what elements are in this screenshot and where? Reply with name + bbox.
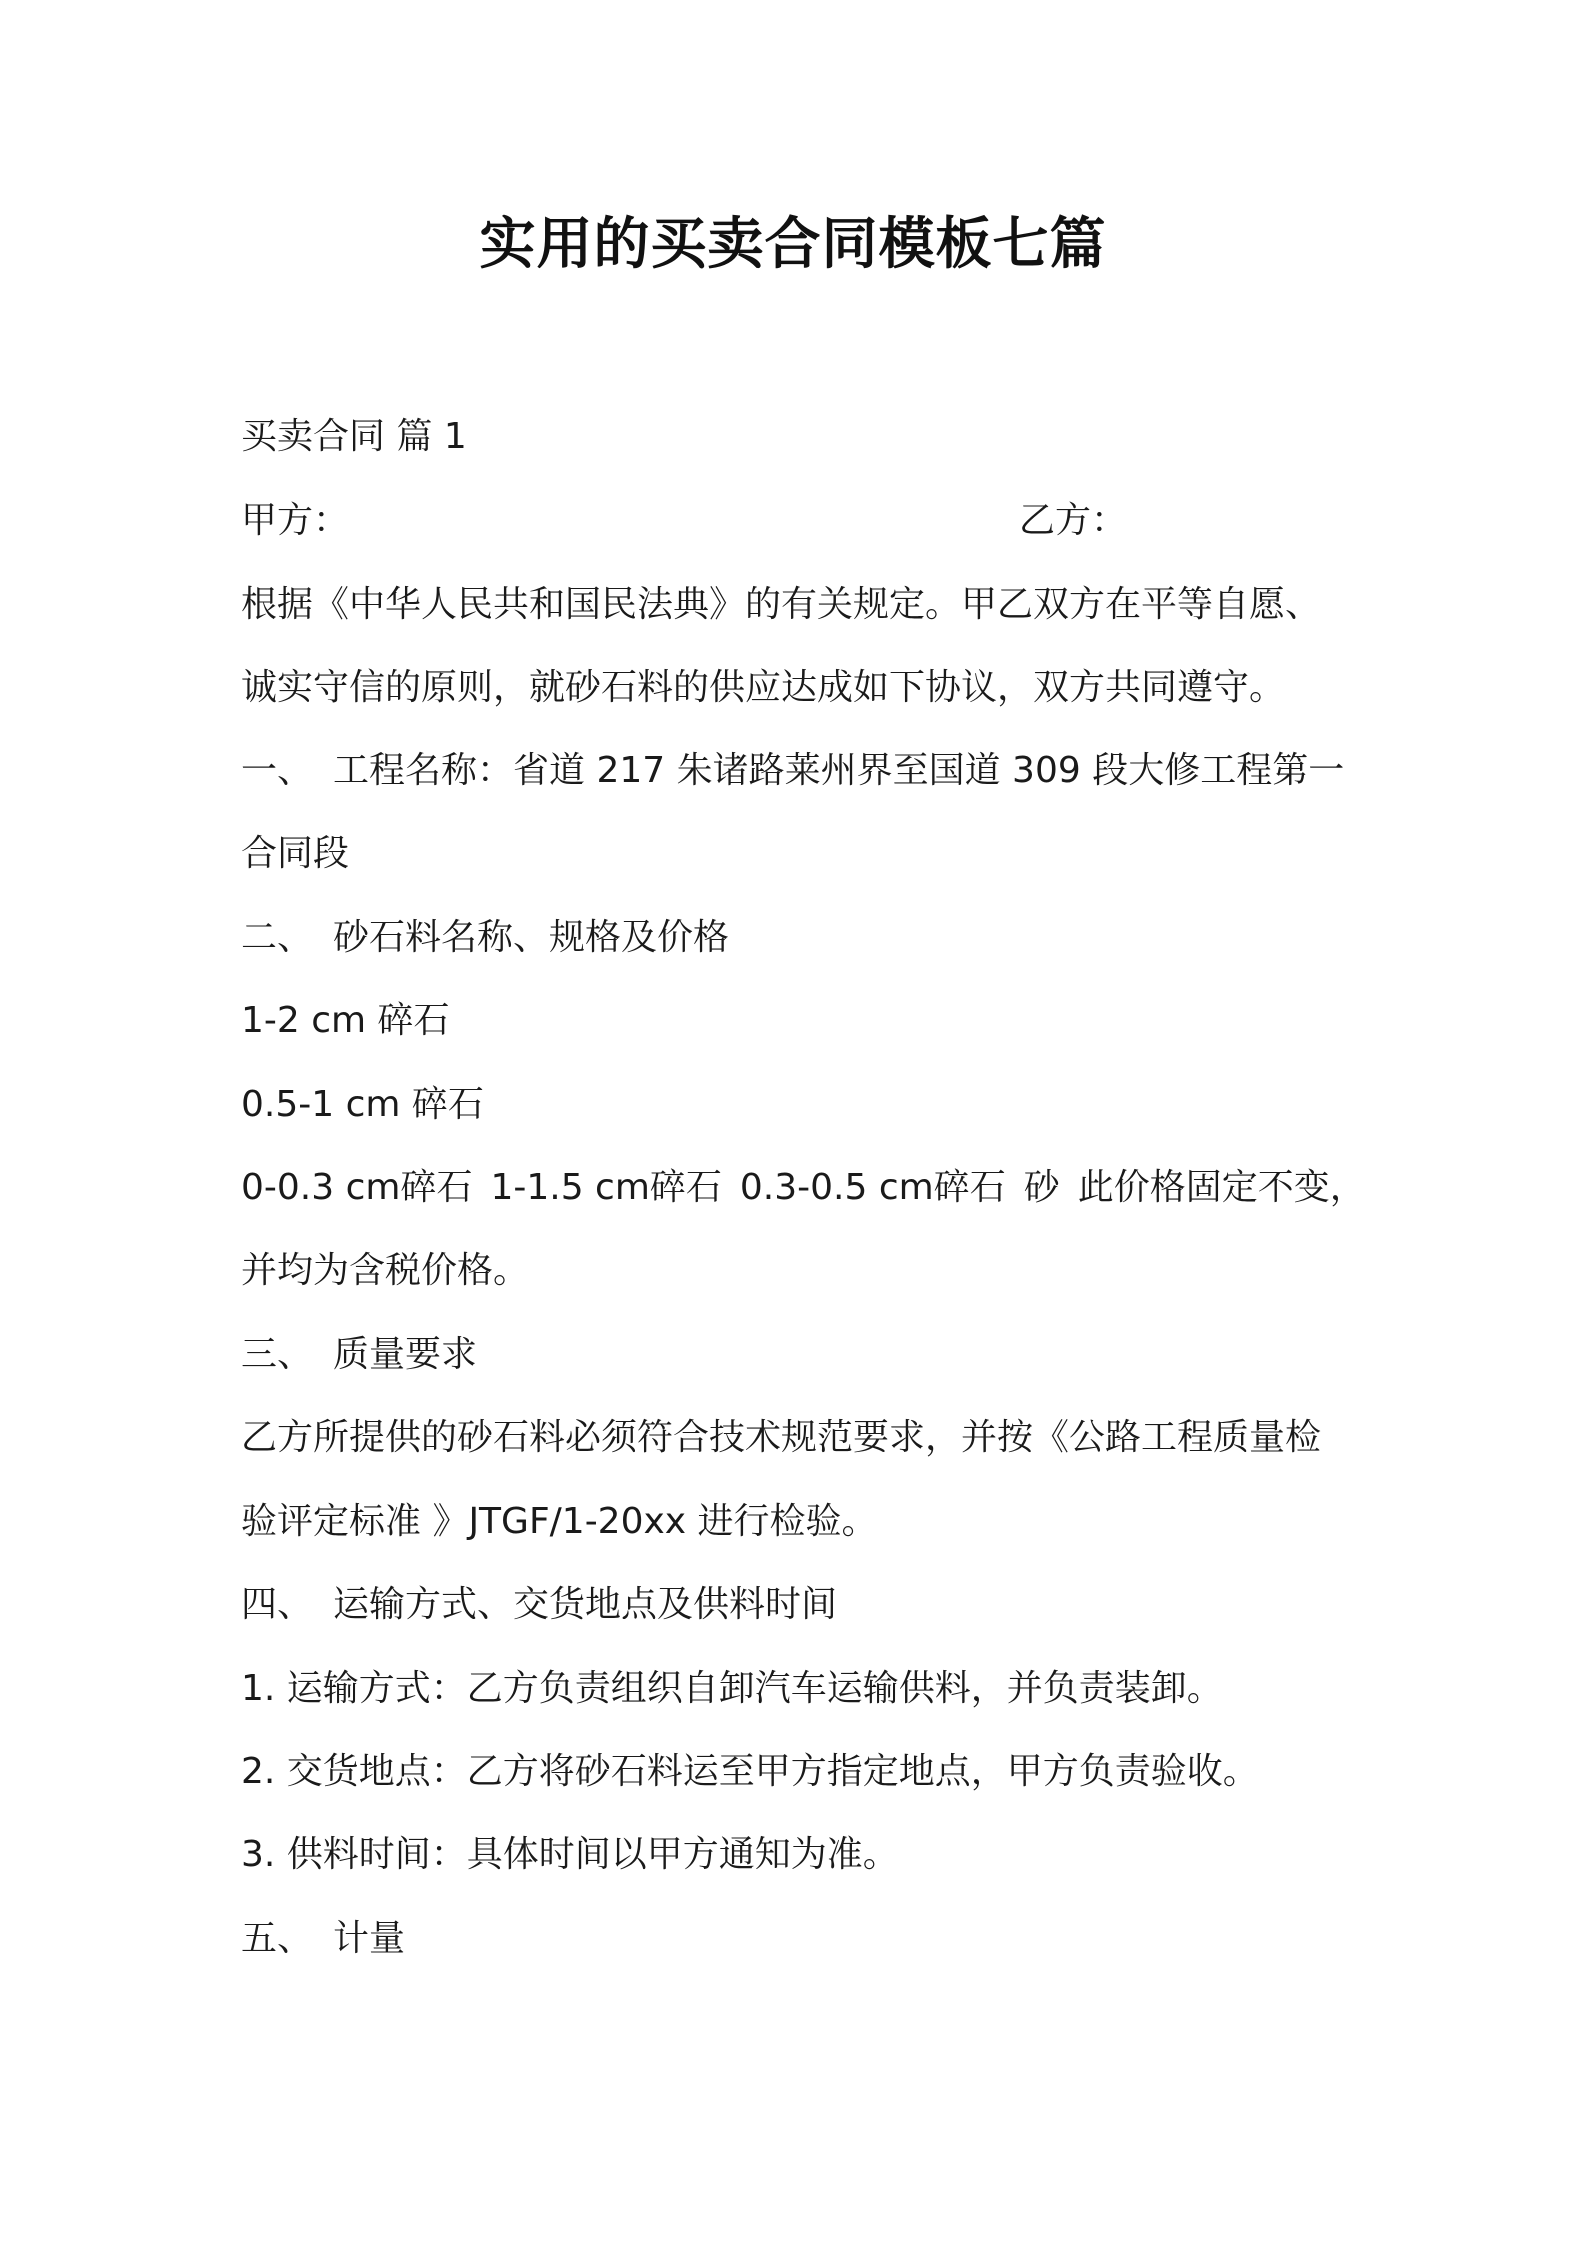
section-5-text: 计量 (333, 1918, 406, 1959)
section-5-heading (241, 1914, 405, 1964)
section-3-body-line-1: 乙方所提供的砂石料必须符合技术规范要求，并按《公路工程质量检 (241, 1417, 1322, 1458)
document-title: 实用的买卖合同模板七篇 (479, 212, 1107, 277)
spec-1-1.5: 1-1.5 cm碎石 (490, 1167, 722, 1208)
section-2-text: 砂石料名称、规格及价格 (333, 917, 730, 958)
section-3-heading (241, 1330, 477, 1380)
section-2-number: 二、 (241, 917, 314, 958)
section-2-heading (241, 913, 729, 963)
section-1-line-1 (241, 746, 1344, 796)
price-note: 此价格固定不变， (1077, 1167, 1366, 1208)
spec-0-0.3: 0-0.3 cm碎石 (241, 1167, 473, 1208)
contract-heading: 买卖合同 篇 1 (241, 416, 467, 457)
section-2-item-3 (241, 1163, 1366, 1213)
section-4-item-2: 2. 交货地点：乙方将砂石料运至甲方指定地点，甲方负责验收。 (241, 1751, 1259, 1792)
spec-0.3-0.5: 0.3-0.5 cm碎石 (739, 1167, 1006, 1208)
section-3-number: 三、 (241, 1334, 314, 1375)
section-2-item-1: 1-2 cm 碎石 (241, 1000, 450, 1041)
section-3-body-line-2: 验评定标准 》JTGF/1-20xx 进行检验。 (241, 1501, 878, 1542)
intro-line-2: 诚实守信的原则，就砂石料的供应达成如下协议，双方共同遵守。 (241, 667, 1286, 708)
section-1-number: 一、 (241, 750, 314, 791)
party-a-label: 甲方： (241, 500, 350, 541)
section-1-line-2: 合同段 (241, 833, 350, 874)
section-4-heading (241, 1580, 837, 1630)
section-2-item-3-line-2: 并均为含税价格。 (241, 1250, 530, 1291)
section-1-text: 工程名称：省道 217 朱诸路莱州界至国道 309 段大修工程第一 (333, 750, 1345, 791)
section-3-text: 质量要求 (333, 1334, 478, 1375)
spec-sand: 砂 (1023, 1167, 1060, 1208)
section-5-number: 五、 (241, 1918, 314, 1959)
intro-line-1: 根据《中华人民共和国民法典》的有关规定。甲乙双方在平等自愿、 (241, 584, 1322, 625)
section-4-number: 四、 (241, 1584, 314, 1625)
section-2-item-2: 0.5-1 cm 碎石 (241, 1084, 484, 1125)
section-4-item-1: 1. 运输方式：乙方负责组织自卸汽车运输供料，并负责装卸。 (241, 1668, 1223, 1709)
section-4-item-3: 3. 供料时间：具体时间以甲方通知为准。 (241, 1834, 899, 1875)
parties-line (241, 496, 1341, 546)
section-4-text: 运输方式、交货地点及供料时间 (333, 1584, 838, 1625)
party-b-label: 乙方： (1019, 500, 1128, 541)
